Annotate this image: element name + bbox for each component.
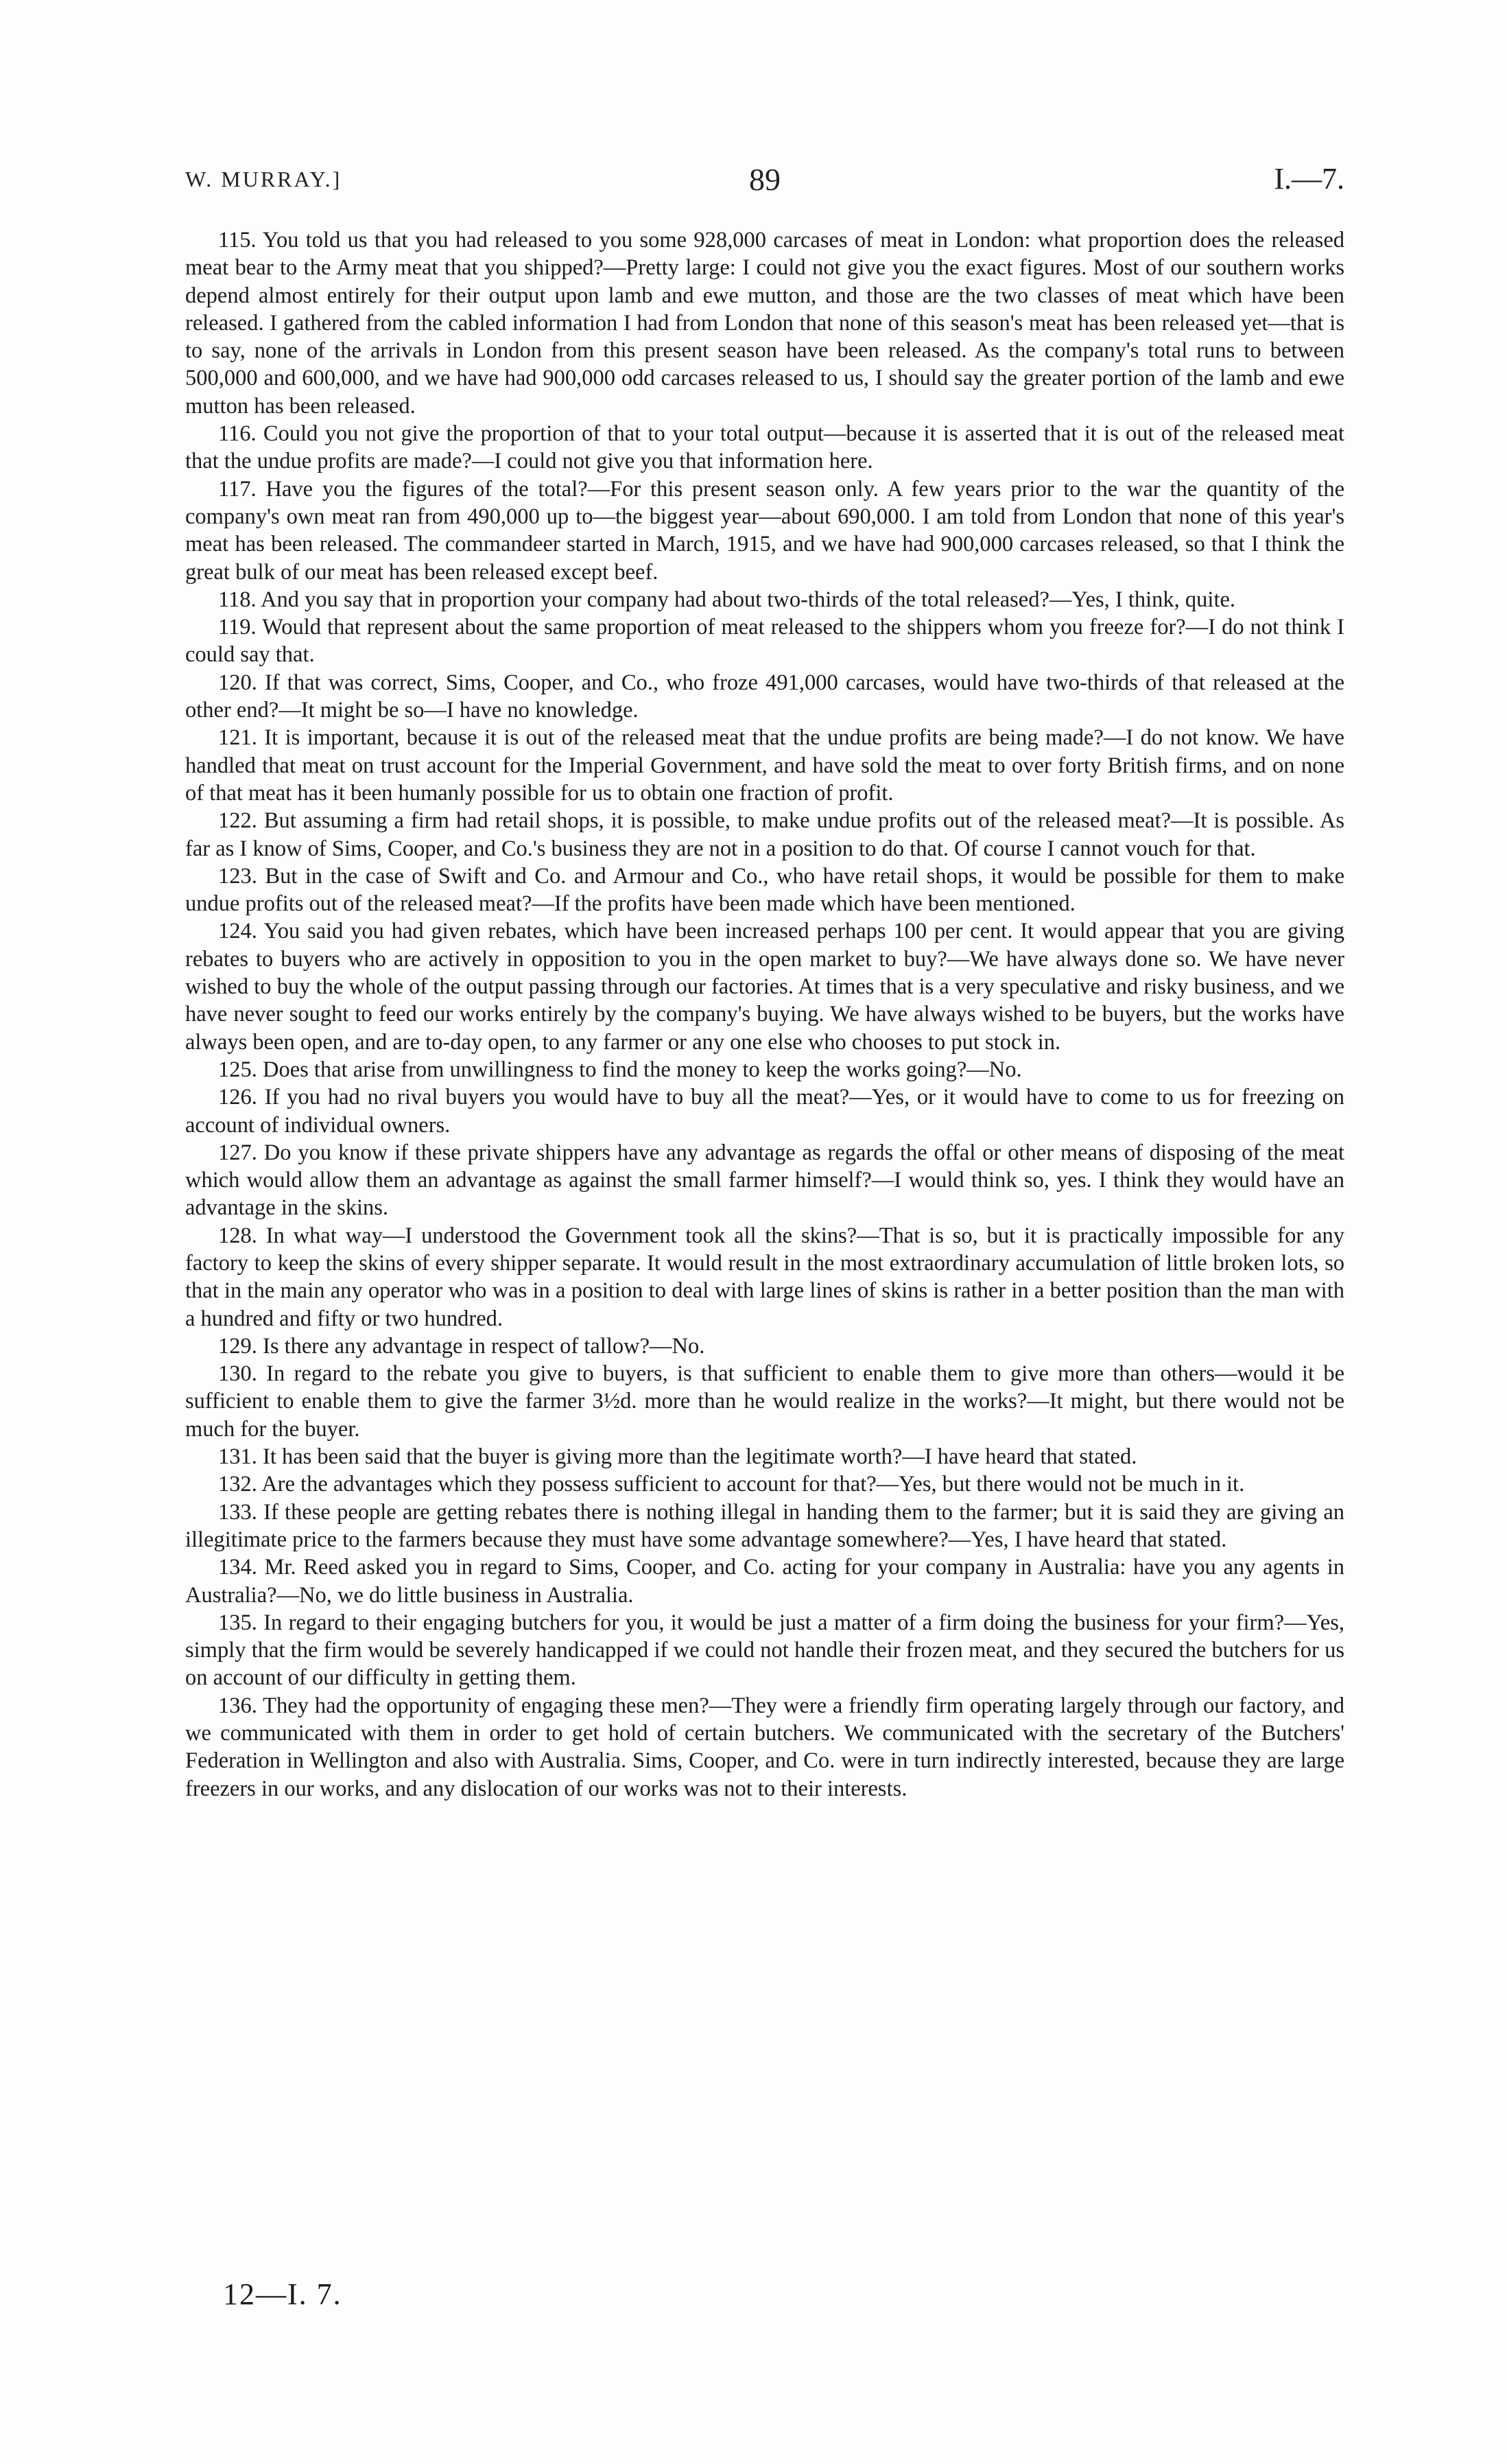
testimony-body <box>185 226 1344 1803</box>
question-128: 128. In what way—I understood the Government took all the skins?—That is so, but it is practically impossible for any factory to keep the skins of every shipper separate. It would result in the most extraordinary accumulation of little broken lots, so that in the main any operator who was in a position to deal with large lines of skins is rather in a better position than the man with a hundred and fifty or two hundred. <box>185 1223 1344 1331</box>
question-133: 133. If these people are getting rebates there is nothing illegal in handing them to the farmer; but it is said they are giving an illegitimate price to the farmers because they must have some advantage somewhere?—Yes, I have heard that stated. <box>185 1499 1344 1552</box>
question-119: 119. Would that represent about the same proportion of meat released to the shippers whom you freeze for?—I do not think I could say that. <box>185 615 1344 668</box>
printer-signature: 12—I. 7. <box>223 2277 342 2311</box>
document-reference: I.—7. <box>1274 162 1344 196</box>
question-122: 122. But assuming a firm had retail shops, it is possible, to make undue profits out of the released meat?—It is possible. As far as I know of Sims, Cooper, and Co.'s business they are not in a position to do that. Of course I cannot vouch for that. <box>185 808 1344 861</box>
question-117: 117. Have you the figures of the total?—For this present season only. A few years prior to the war the quantity of the company's own meat ran from 490,000 up to—the biggest year—about 690,000. I am told from London that none of this year's meat has been released. The commandeer started in March, 1915, and we have had 900,000 carcases released, so that I think the great bulk of our meat has been released except beef. <box>185 476 1344 585</box>
question-127: 127. Do you know if these private shippers have any advantage as regards the offal or other means of disposing of the meat which would allow them an advantage as against the small farmer himself?—I would think so, yes. I think they would have an advantage in the skins. <box>185 1140 1344 1221</box>
question-131: 131. It has been said that the buyer is giving more than the legitimate worth?—I have heard that stated. <box>218 1444 1137 1470</box>
question-116: 116. Could you not give the proportion of that to your total output—because it is asserted that it is out of the released meat that the undue profits are made?—I could not give you that information here. <box>185 421 1344 474</box>
question-124: 124. You said you had given rebates, which have been increased perhaps 100 per cent. It would appear that you are giving rebates to buyers who are actively in opposition to you in the open market to buy?—We have always done so. We have never wished to buy the whole of the output passing through our factories. At times that is a very speculative and risky business, and we have never sought to feed our works entirely by the company's buying. We have always wished to be buyers, but the works have always been open, and are to-day open, to any farmer or any one else who chooses to put stock in. <box>185 919 1344 1055</box>
page-number: 89 <box>749 162 781 197</box>
header-witness-name: W. MURRAY.] <box>185 167 342 191</box>
question-132: 132. Are the advantages which they possess sufficient to account for that?—Yes, but there would not be much in it. <box>218 1472 1245 1497</box>
question-125: 125. Does that arise from unwillingness to find the money to keep the works going?—No. <box>218 1057 1022 1082</box>
question-129: 129. Is there any advantage in respect of tallow?—No. <box>218 1333 705 1359</box>
page-header <box>185 161 1344 202</box>
question-118: 118. And you say that in proportion your company had about two-thirds of the total released?—Yes, I think, quite. <box>218 587 1236 612</box>
question-134: 134. Mr. Reed asked you in regard to Sims, Cooper, and Co. acting for your company in Australia: have you any agents in Australia?—No, we do little business in Australia. <box>185 1555 1344 1608</box>
question-130: 130. In regard to the rebate you give to buyers, is that sufficient to enable them to give more than others—would it be sufficient to enable them to give the farmer 3½d. more than he would realize in the works?—It might, but there would not be much for the buyer. <box>185 1361 1344 1442</box>
question-121: 121. It is important, because it is out of the released meat that the undue profits are being made?—I do not know. We have handled that meat on trust account for the Imperial Government, and have sold the meat to over forty British firms, and on none of that meat has it been humanly possible for us to obtain one fraction of profit. <box>185 725 1344 806</box>
question-126: 126. If you had no rival buyers you would have to buy all the meat?—Yes, or it would have to come to us for freezing on account of individual owners. <box>185 1085 1344 1138</box>
question-123: 123. But in the case of Swift and Co. and Armour and Co., who have retail shops, it would be possible for them to make undue profits out of the released meat?—If the profits have been made which have been mentioned. <box>185 863 1344 917</box>
question-135: 135. In regard to their engaging butchers for you, it would be just a matter of a firm doing the business for your firm?—Yes, simply that the firm would be severely handicapped if we could not handle their frozen meat, and they secured the butchers for us on account of our difficulty in getting them. <box>185 1610 1344 1691</box>
question-115: 115. You told us that you had released to you some 928,000 carcases of meat in London: what proportion does the released meat bear to the Army meat that you shipped?—Pretty large: I could not give you the exact figures. Most of our southern works depend almost entirely for their output upon lamb and ewe mutton, and those are the two classes of meat which have been released. I gathered from the cabled information I had from London that none of this season's meat has been released yet—that is to say, none of the arrivals in London from this present season have been released. As the company's total runs to between 500,000 and 600,000, and we have had 900,000 odd carcases released to us, I should say the greater portion of the lamb and ewe mutton has been released. <box>185 228 1344 419</box>
question-120: 120. If that was correct, Sims, Cooper, and Co., who froze 491,000 carcases, would have two-thirds of that released at the other end?—It might be so—I have no knowledge. <box>185 670 1344 723</box>
question-136: 136. They had the opportunity of engaging these men?—They were a friendly firm operating largely through our factory, and we communicated with them in order to get hold of certain butchers. We communicated with the secretary of the Butchers' Federation in Wellington and also with Australia. Sims, Cooper, and Co. were in turn indirectly interested, because they are large freezers in our works, and any dislocation of our works was not to their interests. <box>185 1693 1344 1801</box>
